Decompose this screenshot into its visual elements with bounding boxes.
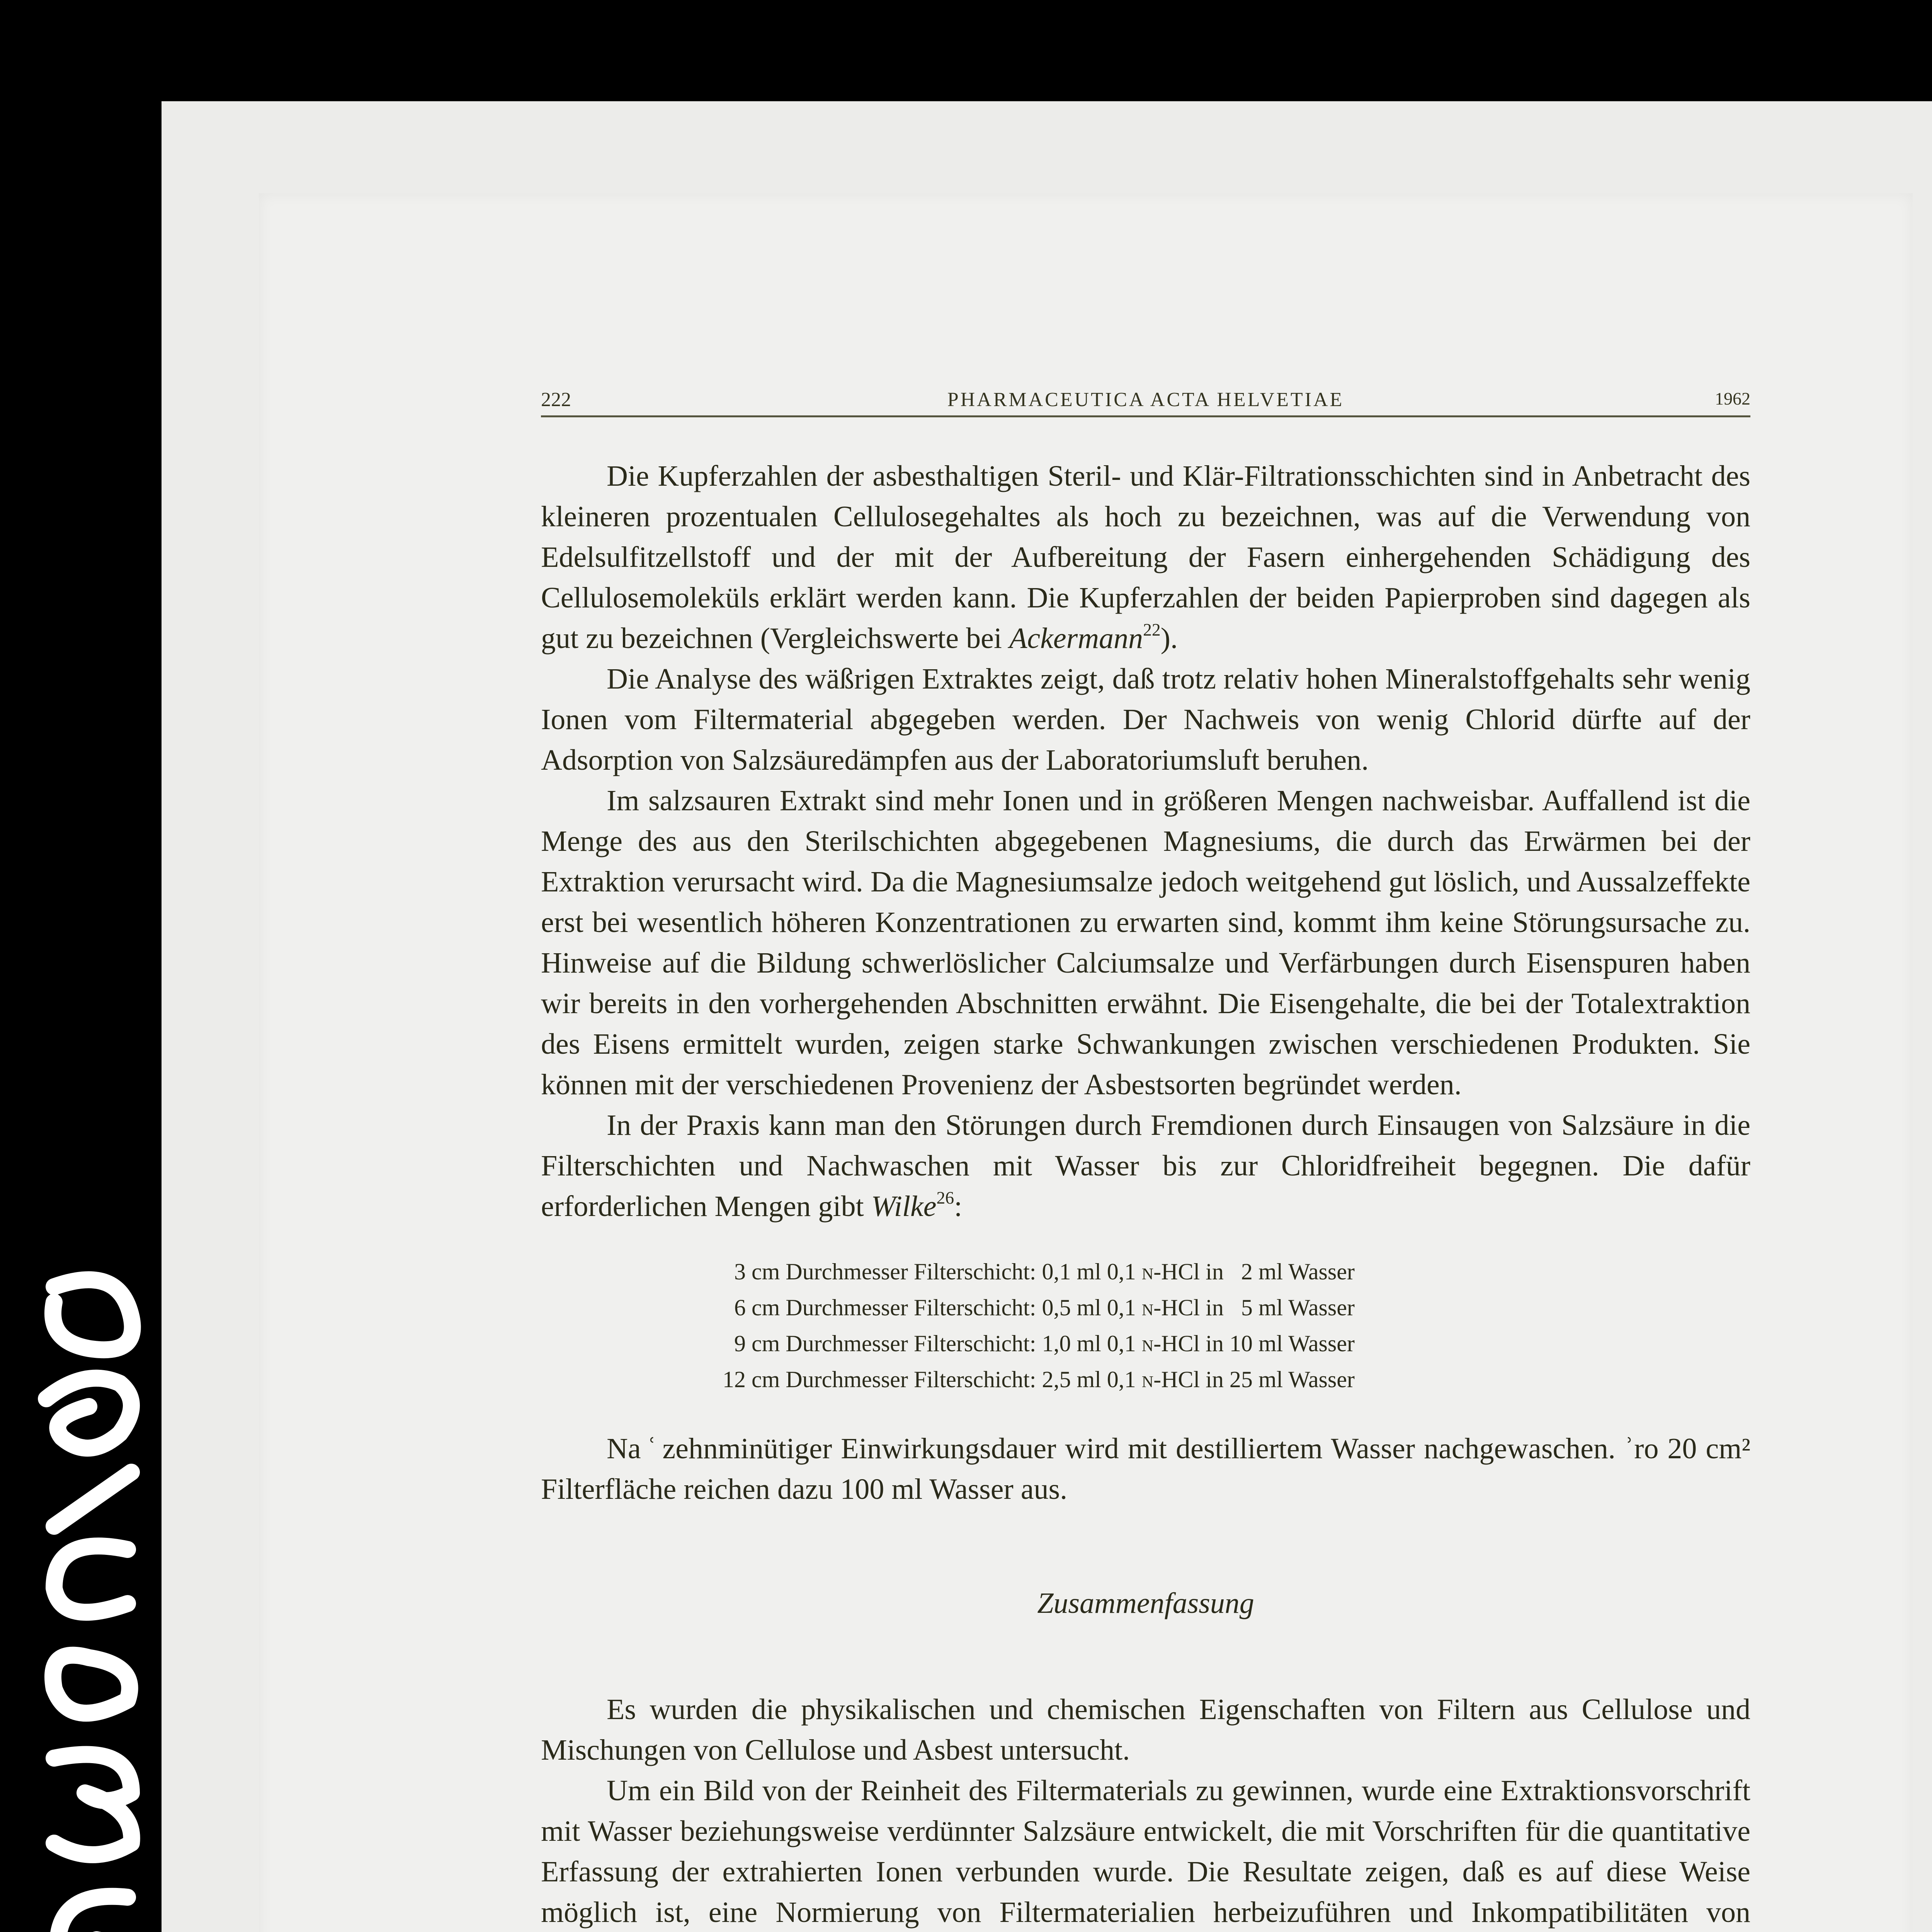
page-number: 222 [541,389,571,411]
unit-cell [1253,1326,1355,1362]
normality-text: n [1141,1259,1154,1284]
concentration-text: ml 0,1 [1077,1331,1136,1356]
diameter-cell: 12 [723,1367,746,1392]
diameter-cell: 9 [734,1331,746,1356]
diameter-cell: 3 [734,1259,746,1284]
water-cell: 5 [1241,1295,1253,1320]
label-cell [746,1326,1042,1362]
acid-cell [1071,1362,1229,1398]
running-head [541,388,1750,417]
concentration-text: ml 0,1 [1077,1367,1136,1392]
journal-title: PHARMACEUTICA ACTA HELVETIAE [947,389,1344,411]
paragraph-acid-extract: Im salzsauren Extrakt sind mehr Ionen und in größeren Mengen nachweisbar. Auffallend ist die Menge des aus den Sterilschichten abgegebenen Magnesiums, die durch das Erwärmen bei der Extraktion verursacht wird. Da die Magnesiumsalze jedoch weitgehend gut löslich, und Aussalzeffekte erst bei wesentlich höheren Konzentrationen zu erwarten sind, kommt ihm keine Störungsursache zu. Hinweise auf die Bildung schwerlöslicher Calciumsalze und Verfärbungen durch Eisenspuren haben wir bereits in den vorhergehenden Abschnitten erwähnt. Die Eisengehalte, die bei der Totalextraktion des Eisens ermittelt wurden, zeigen starke Schwankungen zwischen verschiedenen Produkten. Sie können mit der verschiedenen Provenienz der Asbestsorten begründet werden. [541,784,1750,1101]
concentration-text: ml 0,1 [1077,1259,1136,1284]
publication-year: 1962 [1715,389,1750,408]
label-cell [746,1290,1042,1326]
diameter-cell: 6 [734,1295,746,1320]
label-text: cm Durchmesser Filterschicht: [752,1331,1036,1356]
acid-cell [1071,1290,1229,1326]
acid-text: -HCl in [1153,1331,1224,1356]
acid-text: -HCl in [1153,1259,1224,1284]
volume-cell: 0,1 [1042,1259,1071,1284]
table-row [723,1326,1355,1362]
acid-text: -HCl in [1153,1295,1224,1320]
article-body [541,456,1750,1932]
acid-cell [1071,1254,1229,1290]
label-text: cm Durchmesser Filterschicht: [752,1295,1036,1320]
paragraph-practice: In der Praxis kann man den Störungen durch Fremdionen durch Einsaugen von Salzsäure in die Filterschichten und Nachwaschen mit Wasser bis zur Chloridfreiheit begegnen. Die dafür erforderlichen Mengen gibt Wilke$^{26}$: [541,1109,1750,1223]
label-text: cm Durchmesser Filterschicht: [752,1259,1036,1284]
hcl-dosage-table [723,1254,1355,1398]
table-row [723,1290,1355,1326]
handwritten-archive-number [31,1256,155,1932]
volume-cell: 0,5 [1042,1295,1071,1320]
water-cell: 10 [1229,1331,1253,1356]
paragraph-rinse: Na ʿ zehnminütiger Einwirkungsdauer wird mit destilliertem Wasser nachgewaschen. ʾro 20 cm² Filterfläche reichen dazu 100 ml Wasser aus. [541,1432,1750,1505]
unit-text: ml Wasser [1258,1367,1355,1392]
unit-cell [1253,1290,1355,1326]
acid-text: -HCl in [1153,1367,1224,1392]
unit-text: ml Wasser [1258,1295,1355,1320]
reference-marker: 22 [1143,620,1161,640]
water-cell: 25 [1229,1367,1253,1392]
label-cell [746,1362,1042,1398]
summary-heading: Zusammenfassung [1037,1587,1254,1619]
volume-cell: 1,0 [1042,1331,1071,1356]
reference-marker: 26 [936,1188,954,1208]
unit-cell [1253,1254,1355,1290]
author-citation: Ackermann [1009,622,1143,655]
acid-cell [1071,1326,1229,1362]
unit-text: ml Wasser [1258,1259,1355,1284]
summary-paragraph-2: Um ein Bild von der Reinheit des Filtermaterials zu gewinnen, wurde eine Extraktionsvorschrift mit Wasser beziehungsweise verdünnter Salzsäure entwickelt, die mit Vorschriften für die quantitative Erfassung der extrahierten Ionen verbunden wurde. Die Resultate zeigen, daß es auf diese Weise möglich ist, eine Normierung von Filtermaterialien herbeizuführen und Inkompatibilitäten von [541,1774,1750,1929]
table-row [723,1254,1355,1290]
label-cell [746,1254,1042,1290]
paragraph-aqueous-extract: Die Analyse des wäßrigen Extraktes zeigt, daß trotz relativ hohen Mineralstoffgehalts sehr wenig Ionen vom Filtermaterial abgegeben werden. Der Nachweis von wenig Chlorid dürfte auf der Adsorption von Salzsäuredämpfen aus der Laboratoriumsluft beruhen. [541,663,1750,776]
water-cell: 2 [1241,1259,1253,1284]
table-row [723,1362,1355,1398]
normality-text: n [1141,1367,1154,1392]
normality-text: n [1141,1295,1154,1320]
author-citation: Wilke [871,1190,937,1223]
paragraph-copper-numbers: Die Kupferzahlen der asbesthaltigen Steril- und Klär-Filtrationsschichten sind in Anbetracht des kleineren prozentualen Cellulosegehaltes als hoch zu bezeichnen, was auf die Verwendung von Edelsulfitzellstoff und der mit der Aufbereitung der Fasern einhergehenden Schädigung des Cellulosemoleküls erklärt werden kann. Die Kupferzahlen der beiden Papierproben sind dagegen als gut zu bezeichnen (Vergleichswerte bei Ackermann$^{22}$). [541,460,1750,655]
unit-cell [1253,1362,1355,1398]
normality-text: n [1141,1331,1154,1356]
concentration-text: ml 0,1 [1077,1295,1136,1320]
summary-paragraph-1: Es wurden die physikalischen und chemischen Eigenschaften von Filtern aus Cellulose und Mischungen von Cellulose und Asbest untersucht. [541,1693,1750,1766]
unit-text: ml Wasser [1258,1331,1355,1356]
volume-cell: 2,5 [1042,1367,1071,1392]
label-text: cm Durchmesser Filterschicht: [752,1367,1036,1392]
